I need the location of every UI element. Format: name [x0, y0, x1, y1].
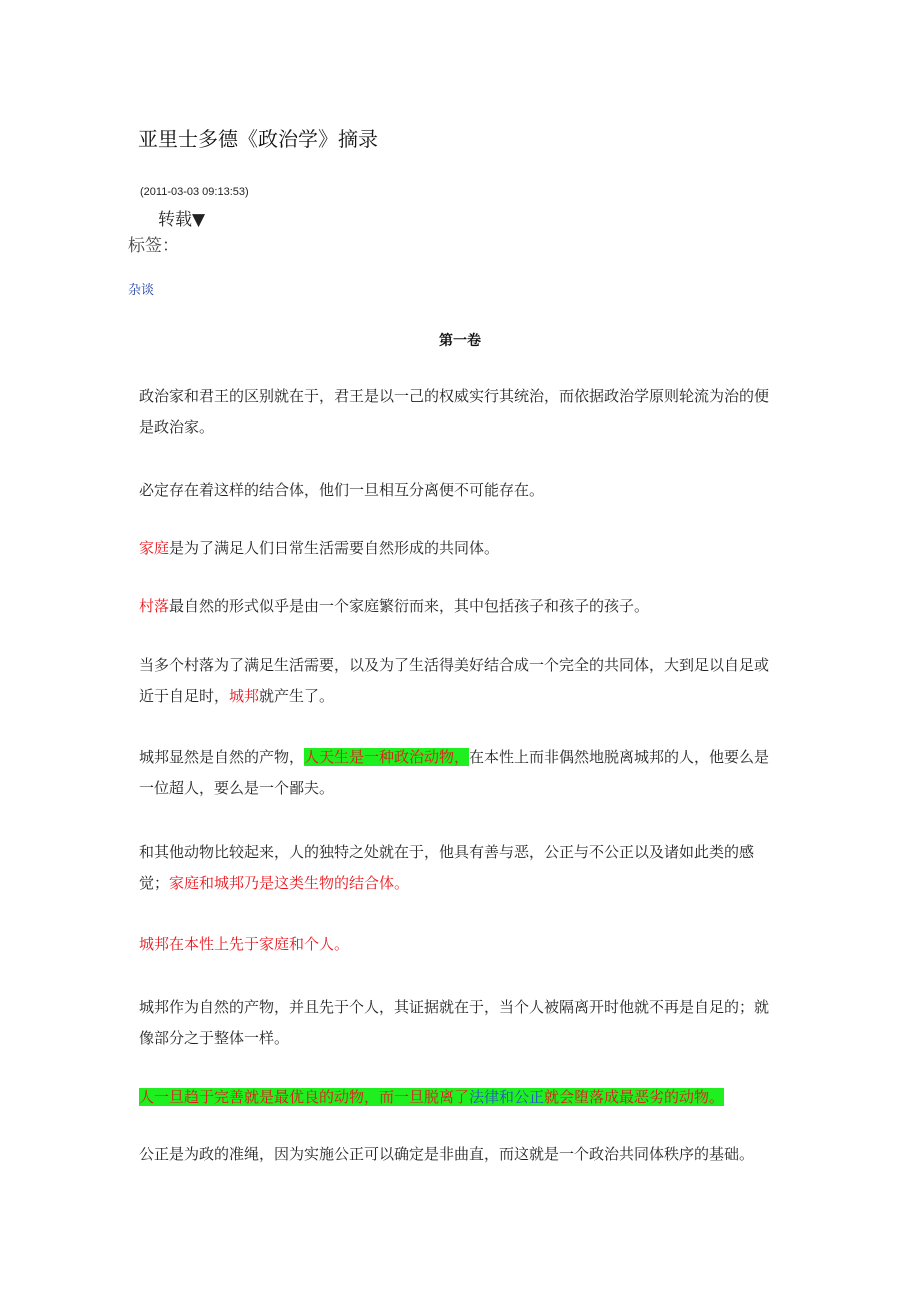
volume-heading: 第一卷 [439, 333, 481, 349]
tags-label: 标签： [128, 236, 179, 256]
paragraph-4 [139, 591, 781, 622]
paragraph-text: 城邦显然是自然的产物， [139, 748, 305, 766]
highlight-term: 村落 [139, 597, 170, 615]
highlight-sentence: 人一旦趋于完善就是最优良的动物，而一旦脱离了 [139, 1088, 470, 1106]
paragraph-11: 公正是为政的准绳，因为实施公正可以确定是非曲直，而这就是一个政治共同体秩序的基础。 [139, 1145, 755, 1163]
paragraph-9: 城邦作为自然的产物，并且先于个人，其证据就在于，当个人被隔离开时他就不再是自足的；就像部分之于整体一样。 [139, 998, 770, 1047]
paragraph-10 [139, 1082, 839, 1113]
paragraph-text: 当多个村落为了满足生活需要，以及为了生活得美好结合成一个完全的共同体，大到足以自足或近于自足时， [139, 656, 770, 705]
tag-link[interactable]: 杂谈 [128, 283, 155, 298]
paragraph-8: 城邦在本性上先于家庭和个人。 [139, 935, 350, 953]
paragraph-text: 最自然的形式似乎是由一个家庭繁衍而来，其中包括孩子和孩子的孩子。 [169, 597, 650, 615]
highlight-term: 城邦 [229, 687, 260, 705]
highlight-sentence: 就会堕落成最恶劣的动物。 [544, 1088, 725, 1106]
highlight-sentence: 家庭和城邦乃是这类生物的结合体。 [169, 874, 410, 892]
paragraph-6 [139, 742, 781, 804]
paragraph-text: 就产生了。 [259, 687, 335, 705]
paragraph-2: 必定存在着这样的结合体，他们一旦相互分离便不可能存在。 [139, 481, 545, 499]
paragraph-text: 在本性上而非偶然地脱离城邦的人，他要么是一位超人，要么是一个鄙夫。 [139, 748, 770, 797]
post-date: (2011-03-03 09:13:53) [140, 186, 249, 198]
highlight-sentence: 人天生是一种政治动物， [304, 748, 470, 766]
paragraph-5 [139, 650, 781, 712]
highlight-term: 法律和公正 [469, 1088, 545, 1106]
paragraph-1: 政治家和君王的区别就在于，君王是以一己的权威实行其统治，而依据政治学原则轮流为治的便是政治家。 [139, 387, 770, 436]
paragraph-7 [139, 837, 781, 899]
paragraph-text: 和其他动物比较起来，人的独特之处就在于，他具有善与恶，公正与不公正以及诸如此类的感觉； [139, 843, 755, 892]
paragraph-3 [139, 533, 781, 564]
repost-button[interactable]: 转载▼ [158, 210, 206, 230]
page-title: 亚里士多德《政治学》摘录 [138, 127, 378, 151]
highlight-term: 家庭 [139, 539, 170, 557]
paragraph-text: 是为了满足人们日常生活需要自然形成的共同体。 [169, 539, 500, 557]
